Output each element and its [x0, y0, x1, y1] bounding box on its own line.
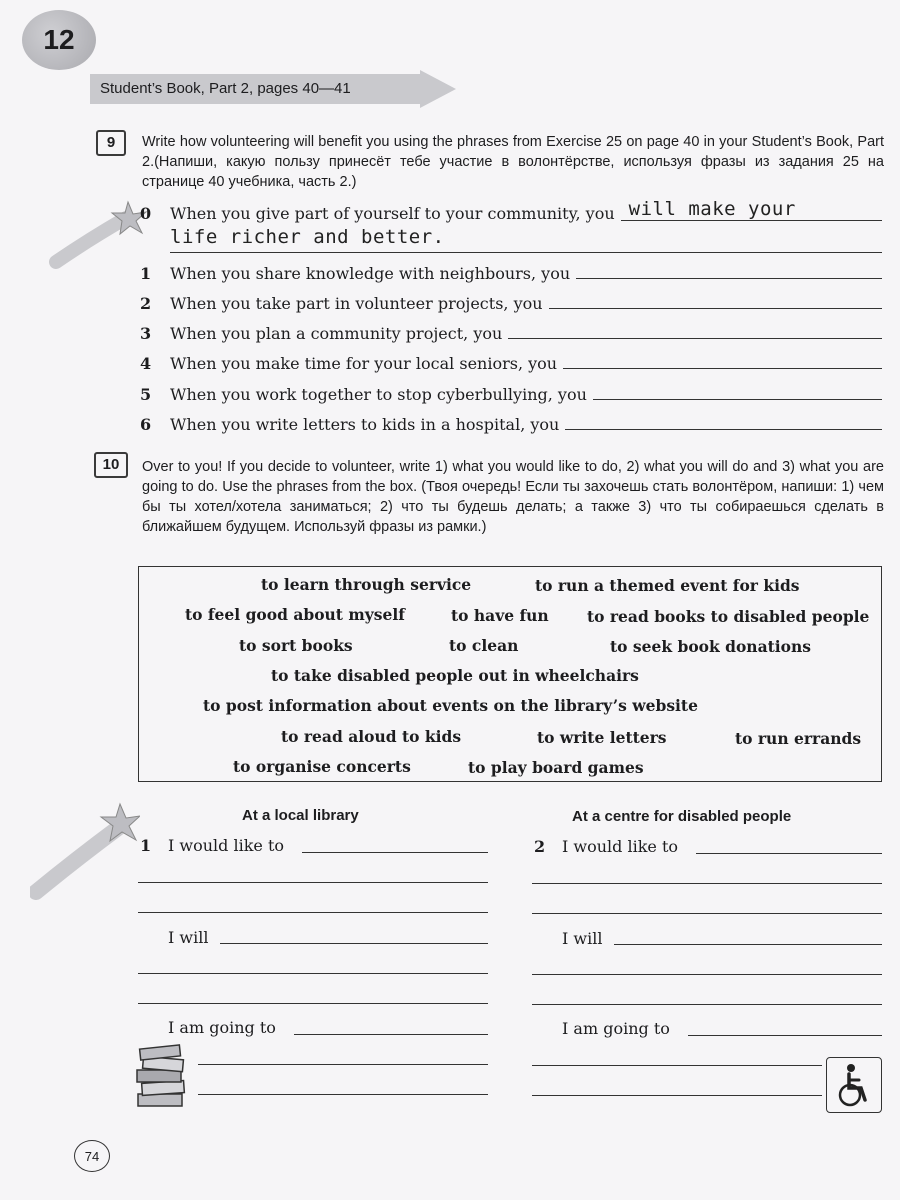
phrase: to organise concerts [233, 757, 411, 776]
phrase: to play board games [468, 758, 644, 777]
library-heading: At a local library [242, 807, 359, 824]
library-will-prompt: I will [168, 928, 209, 947]
exercise-9-item [140, 347, 882, 373]
item-number: 6 [140, 415, 152, 434]
item-number: 0 [140, 204, 152, 223]
phrase: to run errands [735, 729, 862, 748]
item-number: 1 [140, 264, 152, 283]
phrase: to clean [449, 636, 519, 655]
exercise-9-item [140, 408, 882, 434]
centre-number: 2 [534, 837, 546, 856]
books-stack-icon [134, 1044, 190, 1110]
item-text: When you work together to stop cyberbullying, you [170, 385, 587, 404]
phrase: to feel good about myself [185, 605, 405, 624]
exercise-10-number: 10 [94, 452, 128, 478]
answer-line[interactable] [138, 1003, 488, 1004]
centre-heading: At a centre for disabled people [572, 808, 792, 825]
answer-line[interactable] [532, 974, 882, 975]
phrase: to sort books [239, 636, 353, 655]
phrase: to seek book donations [610, 637, 812, 656]
item-text: When you give part of yourself to your community, you [170, 204, 615, 223]
star-burst-icon [30, 800, 140, 900]
wheelchair-icon [827, 1058, 881, 1112]
answer-line[interactable] [532, 1065, 822, 1066]
exercise-9-item [140, 378, 882, 404]
answer-line[interactable] [198, 1094, 488, 1095]
example-answer-line-2[interactable] [170, 226, 882, 253]
exercise-9-instructions: Write how volunteering will benefit you using the phrases from Exercise 25 on page 40 in your Student’s Book, Part 2.(Напиши, какую пользу принесёт тебе участие в волонтёрстве, используя фразы из задания 25 на странице 40 учебника, часть 2.) [142, 134, 884, 190]
centre-like-prompt: I would like to [562, 837, 679, 856]
phrase: to write letters [537, 728, 667, 747]
answer-line[interactable] [138, 882, 488, 883]
phrase: to take disabled people out in wheelchairs [271, 666, 639, 685]
phrase: to post information about events on the library’s website [203, 696, 698, 715]
answer-line[interactable] [138, 912, 488, 913]
answer-line[interactable] [576, 278, 882, 279]
phrase: to learn through service [261, 575, 472, 594]
answer-line[interactable] [532, 1004, 882, 1005]
item-number: 4 [140, 354, 152, 373]
item-text: When you plan a community project, you [170, 324, 503, 343]
answer-line[interactable] [593, 399, 882, 400]
item-number: 3 [140, 324, 152, 343]
exercise-9-item [140, 257, 882, 283]
exercise-9-item [140, 317, 882, 343]
answer-line[interactable] [198, 1064, 488, 1065]
answer-line[interactable] [294, 1034, 488, 1035]
answer-line[interactable] [688, 1035, 882, 1036]
library-like-prompt: I would like to [168, 836, 285, 855]
item-number: 5 [140, 385, 152, 404]
item-text: When you write letters to kids in a hospital, you [170, 415, 560, 434]
answer-line[interactable] [563, 368, 882, 369]
wheelchair-icon-box [826, 1057, 882, 1113]
item-text: When you share knowledge with neighbours, you [170, 264, 571, 283]
example-answer-text: life richer and better. [170, 226, 445, 248]
phrase: to read books to disabled people [587, 607, 870, 626]
reference-banner: Student’s Book, Part 2, pages 40—41 [90, 74, 420, 104]
banner-arrow-icon [420, 70, 456, 108]
answer-line[interactable] [549, 308, 882, 309]
unit-number-badge: 12 [22, 10, 96, 70]
phrase: to run a themed event for kids [535, 576, 800, 595]
answer-line[interactable] [565, 429, 882, 430]
answer-line[interactable] [614, 944, 882, 945]
phrase-box [138, 566, 882, 782]
phrase: to read aloud to kids [281, 727, 462, 746]
exercise-10-instructions: Over to you! If you decide to volunteer, write 1) what you would like to do, 2) what you will do and 3) what you are going to do. Use the phrases from the box. (Твоя очередь! Если ты захочешь стать волонтёром, напиши: 1) чем бы ты хотел/хотела заниматься; 2) что ты будешь делать; а также 3) что ты собираешься сделать в ближайшем будущем. Используй фразы из рамки.) [142, 459, 884, 535]
phrase: to have fun [451, 606, 549, 625]
centre-going-prompt: I am going to [562, 1019, 670, 1038]
answer-line[interactable] [220, 943, 488, 944]
answer-line[interactable] [532, 1095, 822, 1096]
answer-line[interactable] [696, 853, 882, 854]
answer-line[interactable] [508, 338, 882, 339]
page-number: 74 [74, 1140, 110, 1172]
answer-line[interactable] [302, 852, 488, 853]
item-text: When you take part in volunteer projects, you [170, 294, 543, 313]
example-answer-line-1[interactable]: will make your [621, 198, 882, 221]
item-text: When you make time for your local seniors, you [170, 354, 558, 373]
answer-line[interactable] [532, 883, 882, 884]
star-burst-icon [48, 200, 148, 270]
answer-line[interactable] [138, 973, 488, 974]
answer-line[interactable] [532, 913, 882, 914]
library-going-prompt: I am going to [168, 1018, 276, 1037]
centre-will-prompt: I will [562, 929, 603, 948]
item-number: 2 [140, 294, 152, 313]
exercise-9-item [140, 287, 882, 313]
exercise-9-number: 9 [96, 130, 126, 156]
library-number: 1 [140, 836, 152, 855]
exercise-9-example [140, 197, 882, 223]
